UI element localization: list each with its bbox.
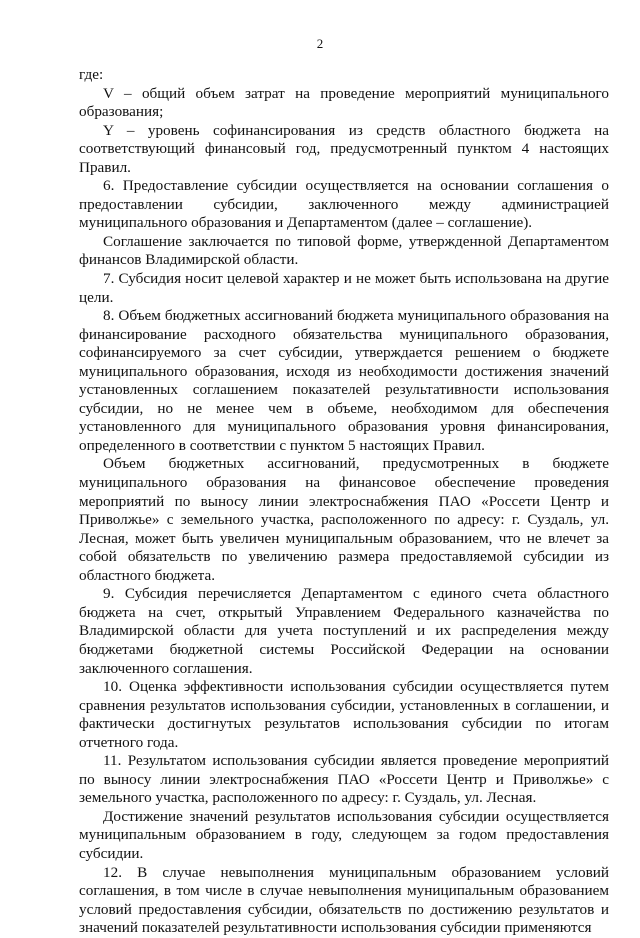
- paragraph-11: 11. Результатом использования субсидии является проведение мероприятий по выносу линии электроснабжения ПАО «Россети Центр и Приволжье» с земельного участка, расположенного по адресу: г. Суздаль, ул. Лесная.: [79, 752, 609, 807]
- paragraph-6: 6. Предоставление субсидии осуществляется на основании соглашения о предоставлении субсидии, заключенного между администрацией муниципального образования и Департаментом (далее – соглашение).: [79, 177, 609, 232]
- paragraph-8: 8. Объем бюджетных ассигнований бюджета муниципального образования на финансирование расходного обязательства муниципального образования, софинансируемого за счет субсидии, утверждается решением о бюджете муниципального образования, исходя из необходимости достижения значений установленных соглашением показателей результативности использования субсидии, но не менее чем в объеме, необходимом для обеспечения установленного для муниципального образования уровня финансирования, определенного в соответствии с пунктом 5 настоящих Правил.: [79, 307, 609, 454]
- document-body: [79, 66, 609, 938]
- paragraph-8-volume: Объем бюджетных ассигнований, предусмотренных в бюджете муниципального образования на финансовое обеспечение проведения мероприятий по выносу линии электроснабжения ПАО «Россети Центр и Приволжье» с земельного участка, расположенного по адресу: г. Суздаль, ул. Лесная, может быть увеличен муниципальным образованием, что не влечет за собой обязательств по увеличению размера предоставляемой субсидии из областного бюджета.: [79, 455, 609, 584]
- paragraph-11-achieve: Достижение значений результатов использования субсидии осуществляется муниципальным образованием в году, следующем за годом предоставления субсидии.: [79, 807, 609, 862]
- paragraph-12: 12. В случае невыполнения муниципальным образованием условий соглашения, в том числе в случае невыполнения муниципальным образованием условий предоставления субсидии, обязательств по достижению результатов и значений показателей результативности использования субсидии применяются: [79, 863, 609, 937]
- paragraph-10: 10. Оценка эффективности использования субсидии осуществляется путем сравнения результатов использования субсидии, установленных в соглашении, и фактически достигнутых результатов использования субсидии по итогам отчетного года.: [79, 678, 609, 751]
- paragraph-7: 7. Субсидия носит целевой характер и не может быть использована на другие цели.: [79, 270, 609, 306]
- paragraph-where: где:: [79, 66, 104, 83]
- paragraph-6-form: Соглашение заключается по типовой форме, утвержденной Департаментом финансов Владимирской области.: [79, 232, 609, 269]
- paragraph-y-definition: Y – уровень софинансирования из средств областного бюджета на соответствующий финансовый год, предусмотренный пунктом 4 настоящих Правил.: [79, 121, 609, 176]
- page-number: 2: [316, 36, 324, 51]
- paragraph-v-definition: V – общий объем затрат на проведение мероприятий муниципального образования;: [79, 84, 609, 121]
- paragraph-9: 9. Субсидия перечисляется Департаментом с единого счета областного бюджета на счет, открытый Управлением Федерального казначейства по Владимирской области для учета поступлений и их распределения между бюджетами бюджетной системы Российской Федерации на основании заключенного соглашения.: [79, 585, 609, 677]
